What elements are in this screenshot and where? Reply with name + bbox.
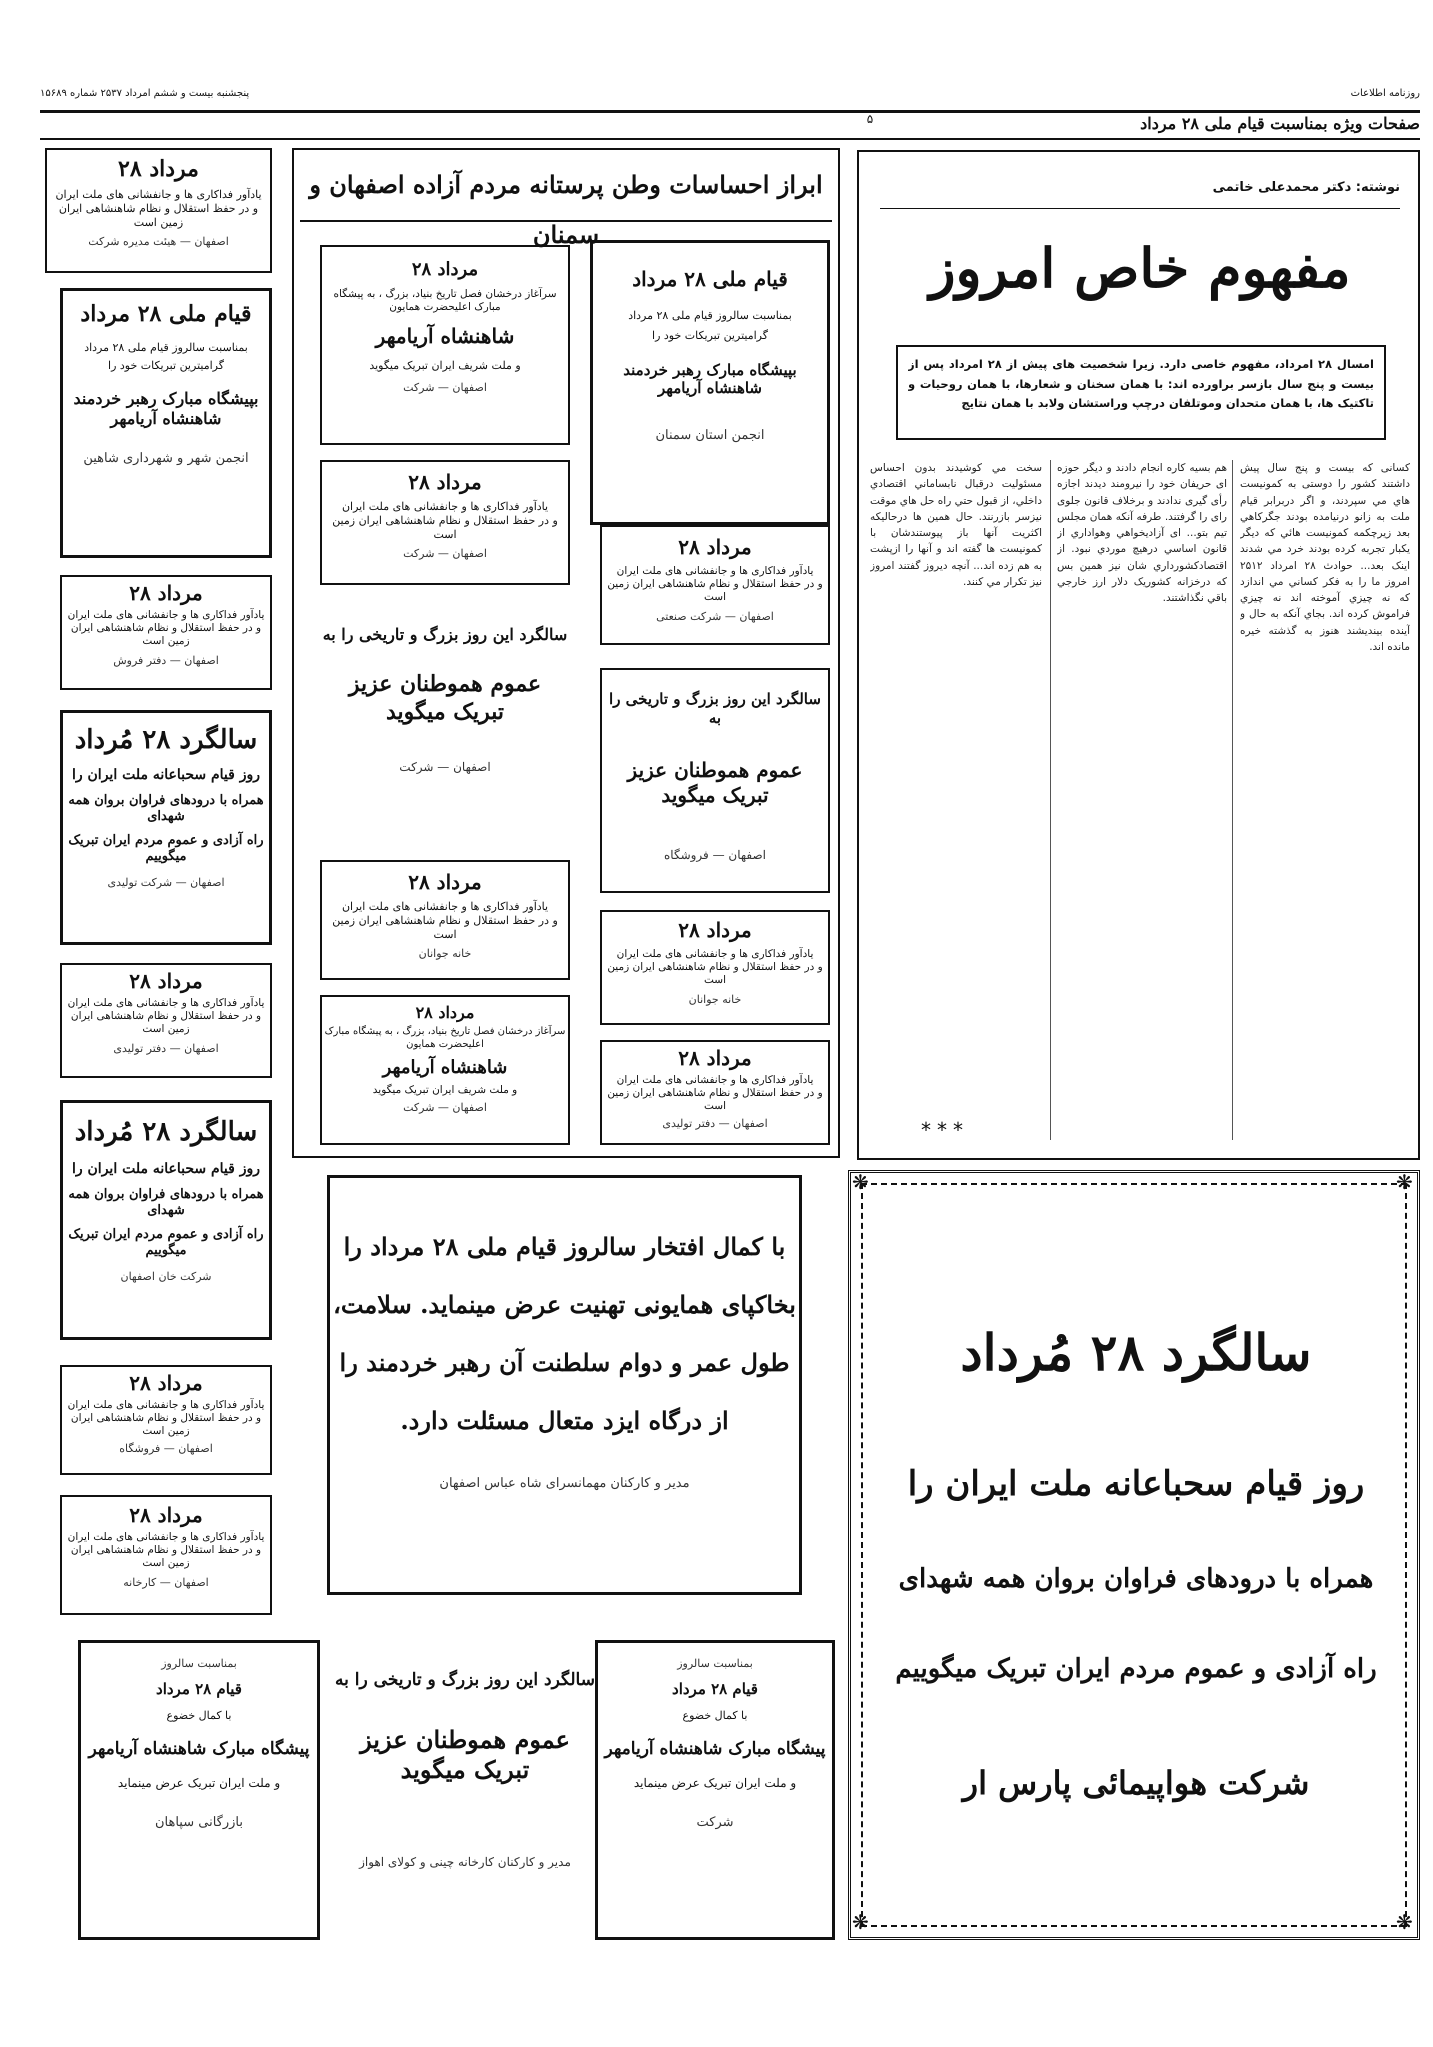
ad-title: سالگرد ۲۸ مُرداد xyxy=(74,1117,258,1147)
ad-line: و ملت شریف ایران تبریک میگوید xyxy=(369,359,521,373)
ad-title: قیام ملی ۲۸ مرداد xyxy=(632,267,788,291)
ad-line: پیشگاه مبارک شاهنشاه آریامهر xyxy=(88,1738,310,1759)
ad-title: ۲۸ مرداد xyxy=(415,1003,475,1022)
ad-royal-1 xyxy=(320,245,570,445)
ad-title: ۲۸ مرداد xyxy=(411,259,479,280)
ad-bottom-2 xyxy=(595,1640,835,1940)
ad-line: یادآور فداکاری ها و جانفشانی های ملت ایران xyxy=(341,500,549,513)
ad-sign: اصفهان — شرکت xyxy=(403,381,487,394)
ad-short-9 xyxy=(600,910,830,1025)
ad-sign: شرکت xyxy=(696,1814,734,1830)
ad-sign: بمناسبت سالروز xyxy=(677,1657,753,1670)
ad-line: سالگرد این روز بزرگ و تاریخی را به xyxy=(335,1670,595,1690)
ad-sign: شرکت خان اصفهان xyxy=(120,1269,212,1283)
ad-line: یادآور فداکاری ها و جانفشانی های ملت ایران xyxy=(616,565,814,577)
article-lead: امسال ۲۸ امرداد، مفهوم خاصی دارد. زیرا شخصیت های پیش از ۲۸ امرداد پس از بیست و پنج سال بازسر براورده اند: با همان سخنان و شعارها، با همان روحیات و تاکتیک ها، با همان متحدان وموتلفان درچپ وراستشان ولابد با همان نتایج xyxy=(908,357,1374,411)
ad-anniv-2 xyxy=(600,668,830,893)
ad-qiam-1 xyxy=(60,288,272,558)
ad-royal-2 xyxy=(320,995,570,1145)
ad-line: یادآور فداکاری ها و جانفشانی های ملت ایران xyxy=(67,1399,265,1411)
ad-salgard-1 xyxy=(60,710,272,945)
ad-line: همراه با درودهای فراوان بروان همه شهدای xyxy=(68,792,264,824)
ad-sign: اصفهان — دفتر تولیدی xyxy=(113,1042,219,1056)
banner-rule xyxy=(300,220,832,222)
ad-short-2 xyxy=(60,575,272,690)
article-author: نوشته: دکتر محمدعلی خاتمی xyxy=(1212,180,1400,195)
ad-line: و در حفظ استقلال و نظام شاهنشاهی ایران زمین است xyxy=(70,622,262,648)
ad-short-10 xyxy=(600,1040,830,1145)
ad-title: سالگرد ۲۸ مُرداد xyxy=(74,725,258,755)
ad-title: ۲۸ مرداد xyxy=(408,470,482,494)
ad-line: قیام ۲۸ مرداد xyxy=(672,1680,758,1698)
ad-sign: اصفهان — شرکت xyxy=(403,1100,487,1114)
article-col-2: هم بسیه کاره انجام دادند و دیگر حوزه ای حریفان خود را نیرومند دیدند اجازه رأی گیری ندادند و برخلاف قانون جلوی رای را گرفتند. طرفه آنکه همان مجلس تیم بتو... ای آزادیخواهي وهواداري از قانون اساسي درهیچ موردي نبود. از اقتصادکشورداري شان نیز همین بس که درخزانه کشوریک دلار ارز خارجي باقي نگذاشتند. xyxy=(1057,462,1227,605)
ad-sign: اصفهان — دفتر فروش xyxy=(113,654,219,668)
ad-line: و در حفظ استقلال و نظام شاهنشاهی ایران زمین است xyxy=(70,1010,262,1036)
ad-sign: مدیر و کارکنان مهمانسرای شاه عباس اصفهان xyxy=(439,1476,690,1491)
ad-line: شاهنشاه آریامهر xyxy=(375,324,515,349)
ad-sign: اصفهان — هیئت مدیره شرکت xyxy=(88,235,229,249)
ad-line: روز قیام سحباعانه ملت ایران را xyxy=(72,1161,260,1177)
ad-sign: خانه جوانان xyxy=(688,993,742,1007)
ad-line: روز قیام سحباعانه ملت ایران را xyxy=(72,767,260,783)
ad-line: بپیشگاه مبارک رهبر خردمند شاهنشاه آریامهر xyxy=(73,388,259,428)
masthead-right: روزنامه اطلاعات xyxy=(1350,88,1420,99)
ad-line: راه آزادی و عموم مردم ایران تبریک میگوییم xyxy=(895,1654,1377,1684)
ad-line: یادآور فداکاری ها و جانفشانی های ملت ایران xyxy=(67,997,265,1009)
ad-salgard-2 xyxy=(60,1100,272,1340)
ad-sign: اصفهان — فروشگاه xyxy=(119,1442,213,1456)
isfahan-banner-title: ابراز احساسات وطن پرستانه مردم آزاده اصفهان و سمنان xyxy=(309,170,823,249)
ad-sign: بازرگانی سپاهان xyxy=(154,1814,243,1830)
ad-line: شاهنشاه آریامهر xyxy=(382,1057,508,1078)
ad-line: و ملت ایران تبریک عرض مینماید xyxy=(633,1775,797,1790)
ad-line: و در حفظ استقلال و نظام شاهنشاهی ایران زمین است xyxy=(332,513,558,541)
ad-title: ۲۸ مرداد xyxy=(678,535,752,559)
ad-line: و در حفظ استقلال و نظام شاهنشاهی ایران زمین است xyxy=(607,1087,823,1113)
page-number: ۵ xyxy=(866,112,874,126)
ad-line: و در حفظ استقلال و نظام شاهنشاهی ایران زمین است xyxy=(70,1412,262,1438)
ad-sign: مدیر و کارکنان کارخانه چینی و کولای اهواز xyxy=(359,1855,571,1870)
ad-line: با کمال افتخار سالروز قیام ملی ۲۸ مرداد را xyxy=(343,1232,786,1261)
ad-qiam-2 xyxy=(590,240,830,525)
ad-line: پیشگاه مبارک شاهنشاه آریامهر xyxy=(604,1738,826,1759)
ad-line: با کمال خضوع xyxy=(166,1708,232,1722)
ornament-icon: ❋ xyxy=(852,1170,869,1194)
ad-sign: اصفهان — دفتر تولیدی xyxy=(662,1117,768,1131)
col-divider-2 xyxy=(1050,460,1051,1140)
ad-line: و ملت شریف ایران تبریک میگوید xyxy=(372,1083,518,1096)
ad-line: با کمال خضوع xyxy=(682,1708,748,1722)
ad-line: یادآور فداکاری ها و جانفشانی های ملت ایران xyxy=(67,1531,265,1543)
masthead-date: پنجشنبه بیست و ششم امرداد ۲۵۳۷ شماره ۱۵۶۸۹ xyxy=(40,88,250,99)
ad-sign: خانه جوانان xyxy=(418,947,472,961)
ad-sign: اصفهان — شرکت صنعتی xyxy=(656,610,774,624)
ad-line: بخاکپای همایونی تهنیت عرض مینماید. سلامت، xyxy=(333,1290,796,1319)
ad-title: ۲۸ مرداد xyxy=(678,1046,752,1070)
article-col-1: کسانی که بیست و پنج سال پیش داشتند کشور را دوستی به کمونیست هاي مي سپردند، و اگر دربرابر قیام ملت به زانو درنیامده بودند جگرکاهي بعد زیرچکمه کمونیست هائي که دیگر یکبار تجربه کرده بودند خرد مي شدند اینک بعد... حوادث ۲۸ امرداد ۲۵۱۲ امروز ما را به فکر کساني مي اندازد که نه چیزي آموخته اند نه چیزي فراموش کرده اند. بجاي آنکه به حال و آینده بیندیشند هنوز به گذشته خیره مانده اند. xyxy=(1240,462,1410,653)
ornament-icon: ❋ xyxy=(852,1910,869,1934)
ad-short-7 xyxy=(320,860,570,980)
ad-sign: انجمن استان سمنان xyxy=(655,428,765,443)
ad-short-1 xyxy=(45,148,272,273)
ad-line: روز قیام سحباعانه ملت ایران را xyxy=(907,1464,1365,1504)
ad-line: عموم هموطنان عزیز تبریک میگوید xyxy=(627,757,803,807)
ad-line: گرامیترین تبریکات خود را xyxy=(652,328,768,342)
section-title: صفحات ویژه بمناسبت قیام ملی ۲۸ مرداد xyxy=(1140,114,1420,133)
ad-bottom-1 xyxy=(78,1640,320,1940)
ad-line: و در حفظ استقلال و نظام شاهنشاهی ایران زمین است xyxy=(70,1544,262,1570)
ad-title: ۲۸ مرداد xyxy=(129,969,203,993)
article-end-stars: *** xyxy=(921,1118,969,1142)
ad-line: عموم هموطنان عزیز تبریک میگوید xyxy=(360,1725,570,1785)
ad-title: سالگرد ۲۸ مُرداد xyxy=(960,1323,1312,1382)
ad-sign: اصفهان — شرکت xyxy=(399,760,491,774)
ad-title: ۲۸ مرداد xyxy=(129,1503,203,1527)
ad-line: طول عمر و دوام سلطنت آن رهبر خردمند را xyxy=(339,1348,790,1377)
ad-line: و در حفظ استقلال و نظام شاهنشاهی ایران زمین است xyxy=(607,961,823,987)
article-col-3: سخت مي کوشیدند بدون احساس مسئولیت درقبال نابساماني اقتصادي داخلي، از قبول حتي راه حل هاي موقت نیزسر بازرنند. حال همین ها درحالیکه اکثریت آنها باز پیوستندشان با کمونیست ها گفته اند و آنها را ازپشت به هم زده اند... آنچه دیروز گفتند امروز نیز تکرار مي کنند. xyxy=(870,462,1042,588)
ad-line: و در حفظ استقلال و نظام شاهنشاهی ایران زمین است xyxy=(332,913,558,941)
ad-line: عموم هموطنان عزیز تبریک میگوید xyxy=(348,671,542,725)
ad-title: ۲۸ مرداد xyxy=(118,156,199,182)
ad-line: راه آزادی و عموم مردم ایران تبریک میگوییم xyxy=(68,1227,264,1259)
ad-sign: انجمن شهر و شهرداری شاهین xyxy=(83,450,249,466)
ad-sign: اصفهان — فروشگاه xyxy=(664,847,766,862)
ad-anniv-1 xyxy=(320,605,570,845)
ad-sign: اصفهان — شرکت xyxy=(403,547,487,561)
ad-title: ۲۸ مرداد xyxy=(129,581,203,605)
ad-line: سالگرد این روز بزرگ و تاریخی را به xyxy=(609,690,821,727)
ad-line: شرکت هواپیمائی پارس ار xyxy=(962,1764,1310,1802)
ornament-icon: ❋ xyxy=(1396,1910,1413,1934)
ad-anniv-3 xyxy=(330,1640,600,1940)
ornament-icon: ❋ xyxy=(1396,1170,1413,1194)
ad-shah-abbas xyxy=(327,1175,802,1595)
ad-line: سالگرد این روز بزرگ و تاریخی را به xyxy=(322,625,568,644)
ad-line: یادآور فداکاری ها و جانفشانی های ملت ایران xyxy=(616,948,814,960)
ad-line: یادآور فداکاری ها و جانفشانی های ملت ایران xyxy=(55,188,262,201)
ad-line: همراه با درودهای فراوان بروان همه شهدای xyxy=(68,1186,264,1218)
ad-title: ۲۸ مرداد xyxy=(408,870,482,894)
ad-line: یادآور فداکاری ها و جانفشانی های ملت ایران xyxy=(67,609,265,621)
ornament-border xyxy=(861,1183,1407,1927)
ad-sign: اصفهان — شرکت تولیدی xyxy=(107,875,225,889)
ad-line: راه آزادی و عموم مردم ایران تبریک میگوییم xyxy=(68,833,264,865)
ad-short-4 xyxy=(60,1365,272,1475)
ad-line: و ملت ایران تبریک عرض مینماید xyxy=(117,1775,281,1790)
ad-line: و در حفظ استقلال و نظام شاهنشاهی ایران زمین است xyxy=(58,201,259,229)
ad-line: همراه با درودهای فراوان بروان همه شهدای xyxy=(898,1564,1374,1594)
ad-sign: بمناسبت سالروز xyxy=(161,1657,237,1670)
article-headline: مفهوم خاص امروز xyxy=(929,236,1351,300)
ad-short-6 xyxy=(320,460,570,585)
ad-short-5 xyxy=(60,1495,272,1615)
ad-line: از درگاه ایزد متعال مسئلت دارد. xyxy=(400,1406,729,1435)
ad-line: یادآور فداکاری ها و جانفشانی های ملت ایران xyxy=(616,1074,814,1086)
ad-line: و در حفظ استقلال و نظام شاهنشاهی ایران زمین است xyxy=(607,578,823,604)
ad-title: ۲۸ مرداد xyxy=(129,1371,203,1395)
ad-line: قیام ۲۸ مرداد xyxy=(156,1680,242,1698)
author-rule xyxy=(880,208,1400,209)
ad-short-3 xyxy=(60,963,272,1078)
ad-line: سرآغاز درخشان فصل تاریخ بنیاد، بزرگ ، به پیشگاه مبارک اعلیحضرت همایون xyxy=(324,1026,566,1050)
ad-line: گرامیترین تبریکات خود را xyxy=(108,358,224,372)
ad-sign: اصفهان — کارخانه xyxy=(123,1576,209,1590)
ad-line: سرآغاز درخشان فصل تاریخ بنیاد، بزرگ ، به پیشگاه مبارک اعلیحضرت همایون xyxy=(333,288,557,314)
ad-line: بپیشگاه مبارک رهبر خردمند شاهنشاه آریامهر xyxy=(623,360,797,398)
ad-title: قیام ملی ۲۸ مرداد xyxy=(80,301,252,327)
col-divider-1 xyxy=(1232,460,1233,1140)
ad-line: یادآور فداکاری ها و جانفشانی های ملت ایران xyxy=(341,900,549,913)
ad-short-8 xyxy=(600,525,830,645)
ad-pars-air xyxy=(848,1170,1420,1940)
ad-line: بمناسبت سالروز قیام ملی ۲۸ مرداد xyxy=(84,341,248,354)
ad-title: ۲۸ مرداد xyxy=(678,918,752,942)
ad-line: بمناسبت سالروز قیام ملی ۲۸ مرداد xyxy=(628,309,792,322)
